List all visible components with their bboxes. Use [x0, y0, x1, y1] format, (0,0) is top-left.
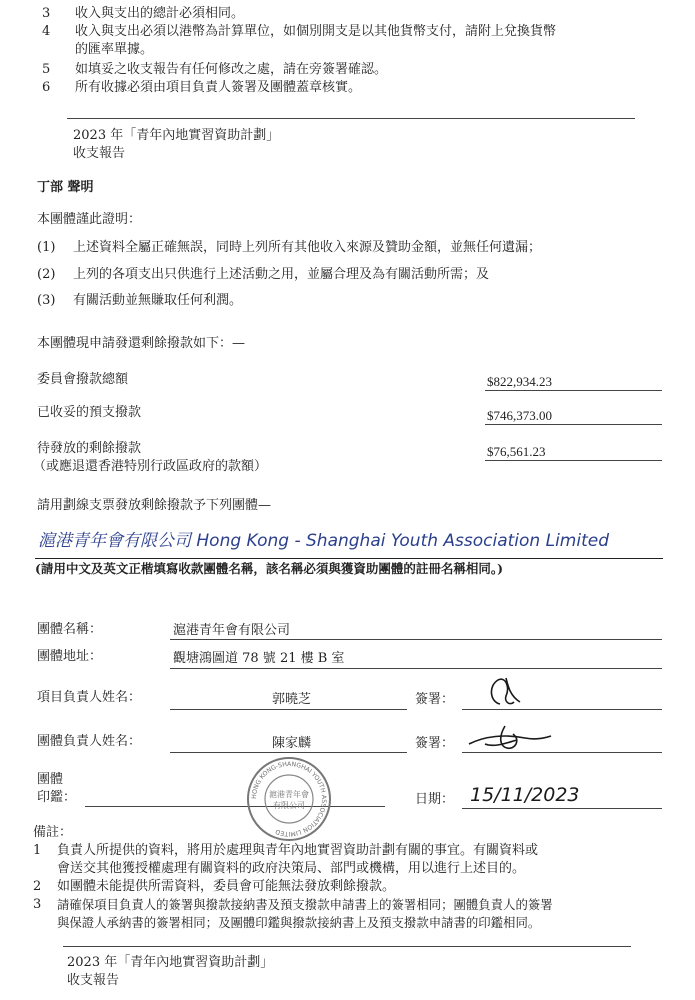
declaration-intro: 本團體謹此證明： — [37, 212, 142, 227]
org-address-label: 團體地址： — [37, 649, 103, 664]
org-name-rule — [170, 639, 662, 640]
amount-received-value: $746,373.00 — [487, 408, 552, 423]
org-head-rule — [170, 752, 407, 753]
project-leader-value: 郭曉芝 — [272, 692, 312, 707]
remark-3-text: 請確保項目負責人的簽署與撥款接納書及預支撥款申請書上的簽署相同；團體負責人的簽署 — [57, 897, 553, 912]
date-label: 日期： — [415, 792, 455, 807]
org-head-sign-rule — [462, 752, 662, 753]
declaration-item-2-number: (2) — [37, 267, 56, 282]
stamp-center-line1: 滬港青年會 — [269, 790, 309, 799]
amount-balance-sublabel: （或應退還香港特別行政區政府的款額） — [33, 459, 268, 474]
footer-subtitle: 收支報告 — [73, 146, 126, 161]
stamp-center-line2: 有限公司 — [273, 801, 305, 810]
note-6-text: 所有收據必須由項目負責人簽署及團體蓋章核實。 — [75, 80, 362, 95]
org-address-value: 觀塘鴻圖道 78 號 21 樓 B 室 — [173, 651, 345, 666]
remark-3-number: 3 — [33, 897, 42, 912]
amount-total-rule — [485, 390, 662, 391]
remark-1-text: 負責人所提供的資料，將用於處理與青年內地實習資助計劃有關的事宜。有關資料或 — [57, 843, 539, 858]
footer-rule-bottom — [63, 946, 631, 947]
note-5-text: 如填妥之收支報告有任何修改之處，請在旁簽署確認。 — [75, 62, 388, 77]
declaration-item-3-text: 有關活動並無賺取任何利潤。 — [73, 293, 243, 308]
date-value: 15/11/2023 — [470, 784, 580, 806]
footer-title-bottom: 2023 年「青年內地實習資助計劃」 — [67, 955, 274, 970]
footer-rule — [67, 118, 635, 119]
stamp-ring-text: HONG KONG-SHANGHAI YOUTH ASSOCIATION LIMITED — [250, 760, 328, 838]
project-leader-sign-label: 簽署： — [415, 692, 455, 707]
declaration-item-1-text: 上述資料全屬正確無誤，同時上列所有其他收入來源及贊助金額，並無任何遺漏； — [73, 240, 542, 255]
note-4-text: 收入與支出必須以港幣為計算單位，如個別開支是以其他貨幣支付，請附上兌換貨幣 — [75, 24, 557, 39]
org-head-sign-label: 簽署： — [415, 736, 455, 751]
seal-rule — [85, 806, 385, 807]
cheque-instruction: 請用劃線支票發放剩餘撥款予下列團體— — [37, 498, 272, 513]
remarks-title: 備註： — [33, 825, 73, 840]
note-4-continuation: 的匯率單據。 — [75, 42, 154, 57]
amount-balance-rule — [485, 460, 662, 461]
handwritten-payee: 滬港青年會有限公司 Hong Kong - Shanghai Youth Association Limited — [38, 531, 610, 551]
org-address-rule — [170, 668, 662, 669]
amount-balance-value: $76,561.23 — [487, 444, 546, 459]
remark-2-text: 如團體未能提供所需資料，委員會可能無法發放剩餘撥款。 — [57, 879, 396, 894]
date-rule — [462, 808, 662, 809]
note-3-number: 3 — [42, 6, 51, 21]
payee-rule — [35, 558, 663, 559]
note-3-text: 收入與支出的總計必須相同。 — [75, 6, 245, 21]
org-head-value: 陳家麟 — [272, 736, 312, 751]
declaration-item-3-number: (3) — [37, 293, 56, 308]
org-name-value: 滬港青年會有限公司 — [173, 623, 291, 638]
project-leader-rule — [170, 709, 407, 710]
seal-label-line2: 印鑑： — [37, 790, 77, 805]
footer-subtitle-bottom: 收支報告 — [67, 973, 120, 988]
remark-1-continuation: 會送交其他獲授權處理有關資料的政府決策局、部門或機構，用以進行上述目的。 — [57, 861, 526, 876]
org-head-label: 團體負責人姓名： — [37, 734, 142, 749]
section-title: 丁部 聲明 — [37, 180, 94, 195]
request-intro: 本團體現申請發還剩餘撥款如下：— — [37, 336, 246, 351]
project-leader-signature — [480, 672, 550, 712]
declaration-item-1-number: (1) — [37, 240, 56, 255]
seal-label-line1: 團體 — [37, 772, 64, 787]
amount-received-rule — [485, 424, 662, 425]
amount-received-label: 已收妥的預支撥款 — [37, 405, 142, 420]
project-leader-label: 項目負責人姓名： — [37, 690, 142, 705]
declaration-item-2-text: 上列的各項支出只供進行上述活動之用，並屬合理及為有關活動所需；及 — [73, 267, 490, 282]
org-head-signature — [465, 722, 555, 752]
note-6-number: 6 — [42, 80, 51, 95]
org-name-label: 團體名稱： — [37, 622, 103, 637]
footer-title: 2023 年「青年內地實習資助計劃」 — [73, 128, 280, 143]
note-5-number: 5 — [42, 62, 51, 77]
amount-total-label: 委員會撥款總額 — [37, 372, 129, 387]
amount-balance-label: 待發放的剩餘撥款 — [37, 441, 142, 456]
remark-2-number: 2 — [33, 879, 42, 894]
amount-total-value: $822,934.23 — [487, 374, 552, 389]
remark-3-continuation: 與保證人承納書的簽署相同；及團體印鑑與撥款接納書上及預支撥款申請書的印鑑相同。 — [57, 915, 541, 930]
payee-note: (請用中文及英文正楷填寫收款團體名稱，該名稱必須與獲資助團體的註冊名稱相同。) — [35, 561, 504, 576]
remark-1-number: 1 — [33, 843, 42, 858]
note-4-number: 4 — [42, 24, 51, 39]
organization-stamp — [245, 755, 333, 843]
